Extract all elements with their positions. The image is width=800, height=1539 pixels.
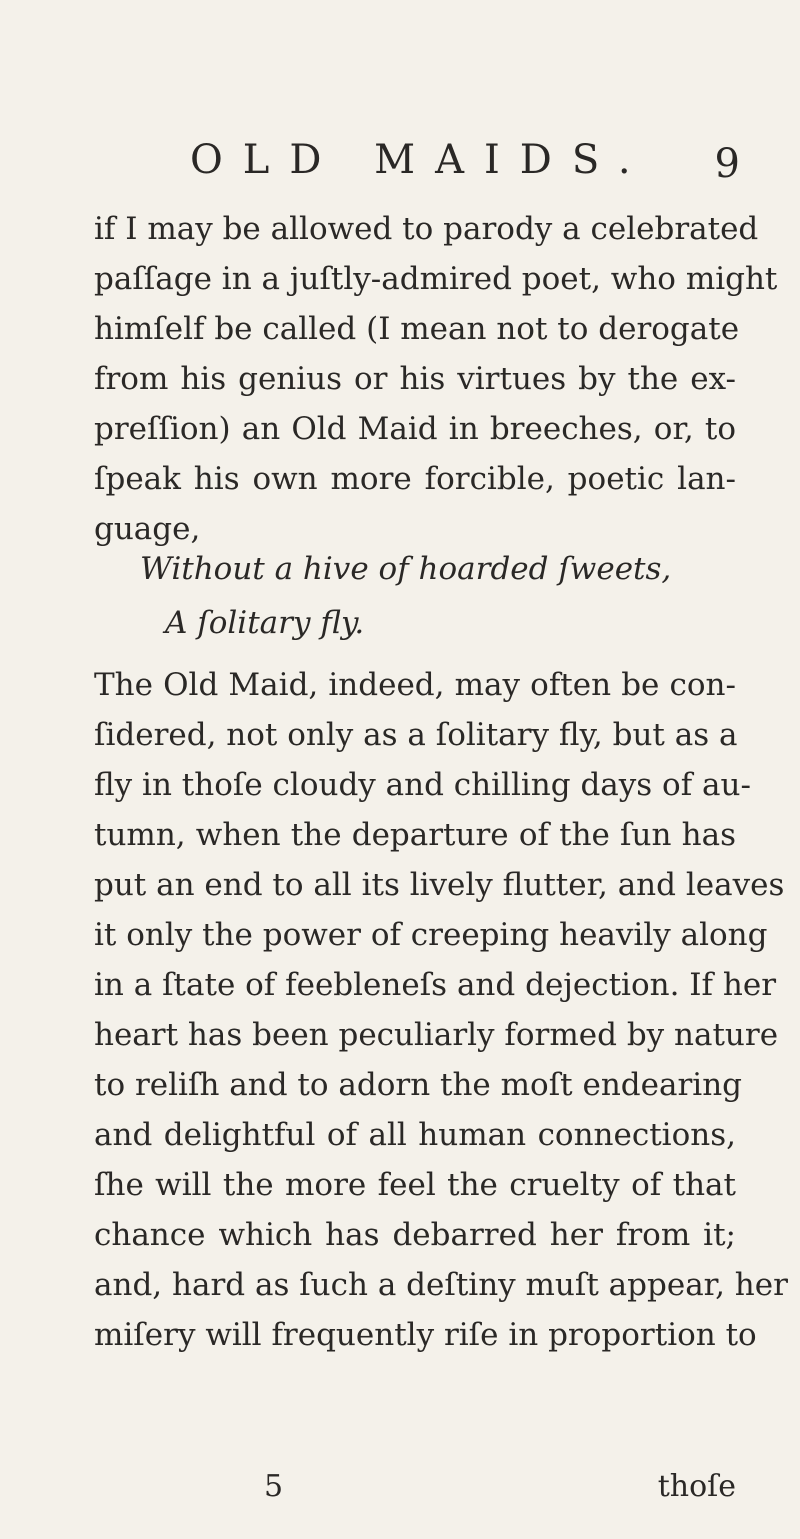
- text-line: it only the power of creeping heavily along: [94, 917, 768, 953]
- text-line: guage,: [94, 511, 201, 547]
- text-line: miſery will frequently riſe in proportion to: [94, 1317, 757, 1353]
- text-line: The Old Maid, indeed, may often be con-: [94, 667, 736, 703]
- page-footer: [94, 1462, 736, 1512]
- text-line: fly in thoſe cloudy and chilling days of au-: [94, 767, 751, 803]
- paragraph-1: [94, 204, 778, 554]
- verse-line-1: Without a hive of hoarded ſweets,: [140, 551, 672, 587]
- page-number: 9: [714, 141, 740, 187]
- text-line: tumn, when the departure of the ſun has: [94, 817, 736, 853]
- text-line: chance which has debarred her from it;: [94, 1217, 736, 1253]
- text-line: from his genius or his virtues by the ex-: [94, 361, 736, 397]
- text-line: preſſion) an Old Maid in breeches, or, to: [94, 411, 736, 447]
- page-header: [190, 130, 750, 190]
- text-line: if I may be allowed to parody a celebrated: [94, 211, 759, 247]
- text-line: and, hard as ſuch a deſtiny muſt appear, her: [94, 1267, 788, 1303]
- text-line: himſelf be called (I mean not to derogate: [94, 311, 740, 347]
- signature-mark: 5: [264, 1469, 284, 1504]
- running-title: OLD MAIDS.: [190, 137, 651, 183]
- text-line: heart has been peculiarly formed by nature: [94, 1017, 779, 1053]
- text-line: and delightful of all human connections,: [94, 1117, 736, 1153]
- catchword: thoſe: [657, 1469, 736, 1504]
- text-line: to reliſh and to adorn the moſt endearing: [94, 1067, 743, 1103]
- text-line: ſhe will the more feel the cruelty of that: [94, 1167, 736, 1203]
- text-line: in a ſtate of feebleneſs and dejection. If her: [94, 967, 777, 1003]
- verse-line-2: A ſolitary fly.: [165, 605, 365, 641]
- text-line: paſſage in a juſtly-admired poet, who might: [94, 261, 778, 297]
- paragraph-2: [94, 660, 788, 1360]
- text-line: ſpeak his own more forcible, poetic lan-: [94, 461, 736, 497]
- text-line: put an end to all its lively flutter, and leaves: [94, 867, 785, 903]
- text-line: ſidered, not only as a ſolitary fly, but as a: [94, 717, 738, 753]
